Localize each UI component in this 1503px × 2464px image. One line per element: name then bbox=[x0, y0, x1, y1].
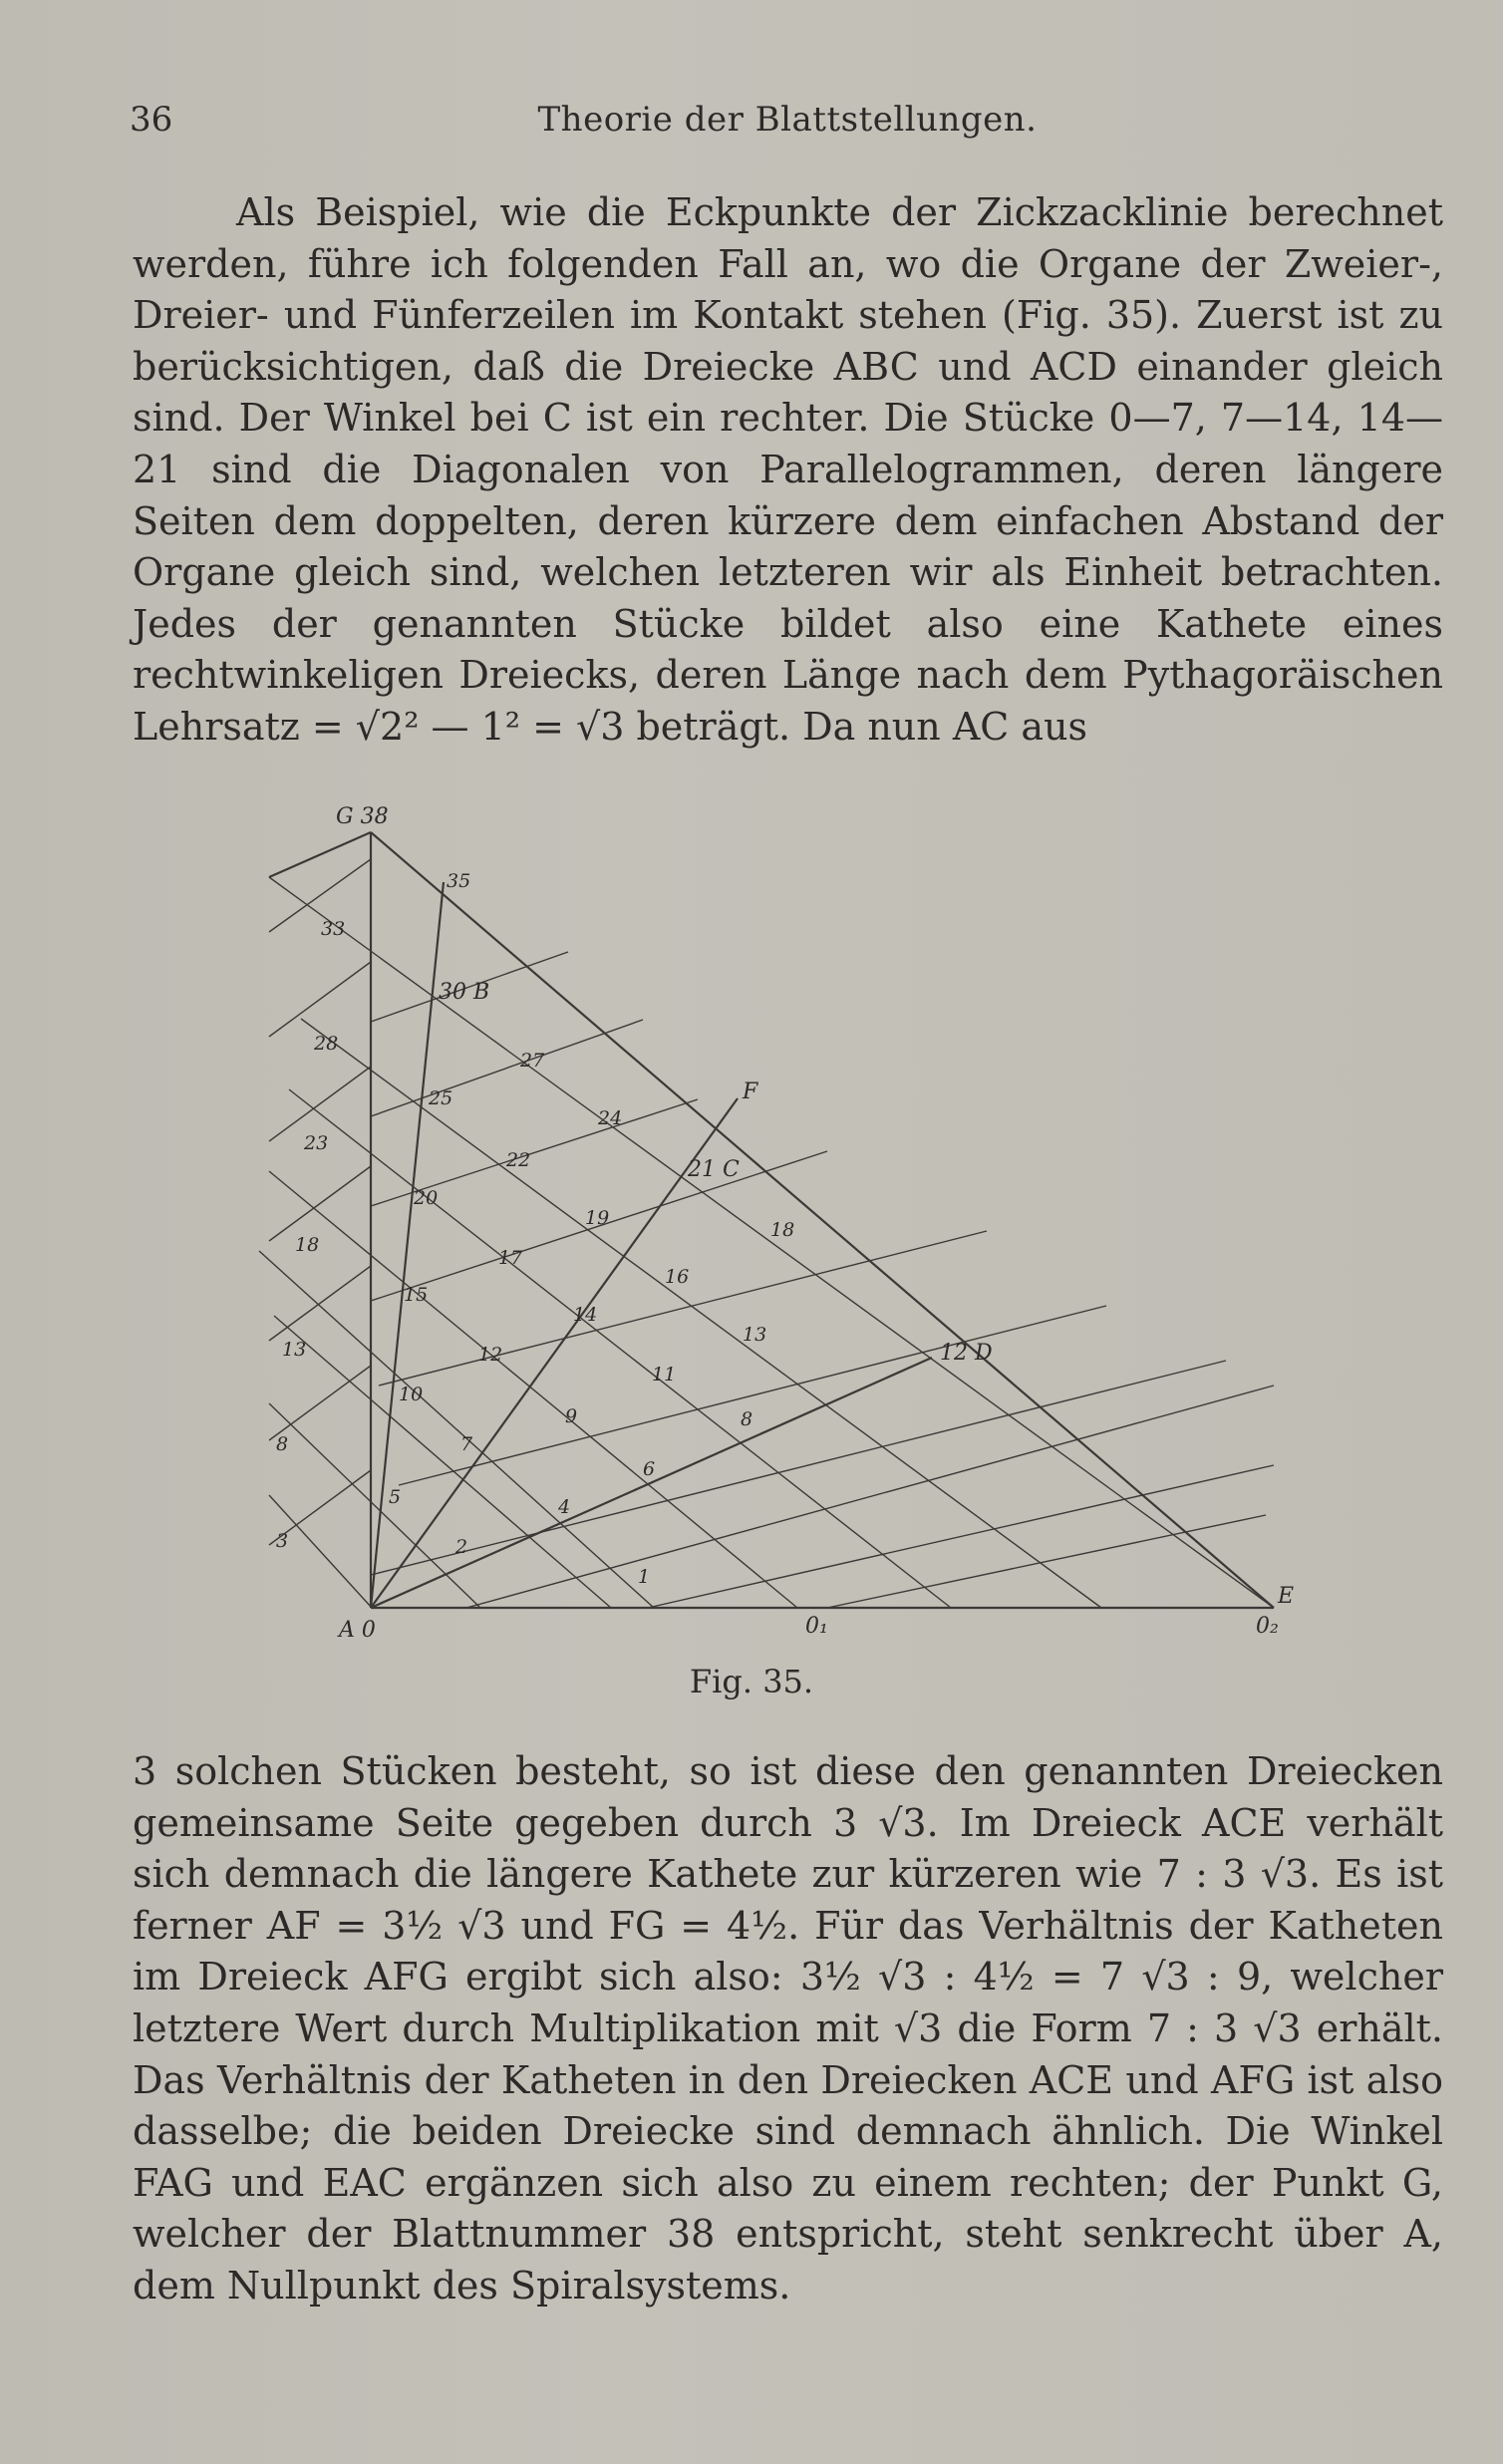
left-number-23: 23 bbox=[304, 1132, 329, 1154]
figure-caption: Fig. 35. bbox=[689, 1663, 814, 1700]
lattice-number: 5 bbox=[389, 1486, 402, 1508]
lattice-number: 8 bbox=[741, 1408, 753, 1430]
left-number-8: 8 bbox=[276, 1433, 289, 1455]
left-axis-numbers bbox=[276, 918, 345, 1552]
lattice-number: 1 bbox=[638, 1566, 651, 1588]
line-ad bbox=[371, 1358, 932, 1608]
hypotenuse-ge bbox=[371, 832, 1274, 1608]
lattice-number: 10 bbox=[399, 1384, 424, 1405]
lattice-number: 19 bbox=[585, 1207, 610, 1229]
left-number-28: 28 bbox=[314, 1033, 339, 1055]
label-e: E bbox=[1278, 1584, 1295, 1609]
lattice-number: 24 bbox=[598, 1107, 623, 1129]
lattice-number: 7 bbox=[460, 1433, 473, 1455]
label-b: 30 B bbox=[439, 980, 490, 1005]
point-labels bbox=[336, 804, 1294, 1643]
lattice-number: 13 bbox=[743, 1324, 767, 1346]
left-number-33: 33 bbox=[321, 918, 346, 940]
label-a: A 0 bbox=[339, 1618, 376, 1643]
lattice-number: 27 bbox=[520, 1050, 545, 1072]
lattice-number: 17 bbox=[498, 1247, 523, 1269]
running-title: Theorie der Blattstellungen. bbox=[537, 100, 1038, 140]
label-c: 21 C bbox=[688, 1157, 740, 1182]
lattice-number: 16 bbox=[665, 1266, 690, 1288]
lattice-number: 22 bbox=[506, 1149, 531, 1171]
paragraph-1-text: Als Beispiel, wie die Eckpunkte der Zickzacklinie berechnet werden, führe ich folgenden Fall an, wo die Organe der Zweier-, Dreier- und Fünferzeilen im Kontakt stehen (Fig. 35). Zuerst ist zu berücksichtigen, daß die Dreiecke ABC und ACD einander gleich sind. Der Winkel bei C ist ein rechter. Die Stücke 0—7, 7—14, 14—21 sind die Diagonalen von Parallelogrammen, deren längere Seiten dem doppelten, deren kürzere dem einfachen Abstand der Organe gleich sind, welchen letzteren wir als Einheit betrachten. Jedes der genannten Stücke bildet also eine Kathete eines rechtwinkeligen Dreiecks, deren Länge nach dem Pythagoräischen Lehrsatz = √2² — 1² = √3 beträgt. Da nun AC aus bbox=[133, 190, 1443, 749]
paragraph-2-text: 3 solchen Stücken besteht, so ist diese den genannten Dreiecken gemeinsame Seite gegeben durch 3 √3. Im Dreieck ACE verhält sich demnach die längere Kathete zur kürzeren wie 7 : 3 √3. Es ist ferner AF = 3½ √3 und FG = 4½. Für das Verhältnis der Katheten im Dreieck AFG ergibt sich also: 3½ √3 : 4½ = 7 √3 : 9, welcher letztere Wert durch Multiplikation mit √3 die Form 7 : 3 √3 erhält. Das Verhältnis der Katheten in den Dreiecken ACE und AFG ist also dasselbe; die beiden Dreiecke sind demnach ähnlich. Die Winkel FAG und EAC ergänzen sich also zu einem rechten; der Punkt G, welcher der Blattnummer 38 entspricht, steht senkrecht über A, dem Nullpunkt des Spiralsystems. bbox=[133, 1749, 1443, 2308]
lattice-number: 2 bbox=[455, 1536, 468, 1558]
lattice-number: 11 bbox=[652, 1364, 677, 1386]
left-number-13: 13 bbox=[282, 1339, 307, 1361]
label-f: F bbox=[743, 1079, 758, 1104]
lattice-number: 4 bbox=[558, 1496, 571, 1518]
label-o1: 0₁ bbox=[805, 1614, 828, 1639]
label-d: 12 D bbox=[940, 1341, 993, 1366]
line-af bbox=[371, 1098, 738, 1608]
line-ab-steep bbox=[371, 882, 444, 1608]
paragraph-1 bbox=[133, 187, 1443, 754]
triangle-lattice-diagram bbox=[229, 787, 1316, 1645]
lattice-number: 14 bbox=[573, 1304, 598, 1326]
lattice-lines bbox=[259, 859, 1274, 1608]
label-o2: 0₂ bbox=[1256, 1614, 1279, 1639]
lattice-number: 9 bbox=[565, 1405, 578, 1427]
lattice-number: 18 bbox=[770, 1219, 795, 1241]
left-number-18: 18 bbox=[295, 1234, 320, 1256]
lattice-number: 35 bbox=[447, 870, 471, 892]
page-number: 36 bbox=[130, 100, 173, 140]
lattice-number: 6 bbox=[643, 1458, 656, 1480]
figure-35 bbox=[229, 787, 1316, 1645]
left-number-3: 3 bbox=[276, 1530, 289, 1552]
lattice-number: 25 bbox=[429, 1087, 453, 1109]
lattice-number: 20 bbox=[414, 1187, 439, 1209]
paragraph-2 bbox=[133, 1746, 1443, 2312]
running-header bbox=[130, 100, 1445, 159]
lattice-number: 12 bbox=[478, 1344, 503, 1366]
lattice-number: 15 bbox=[404, 1284, 429, 1306]
label-g: G 38 bbox=[336, 804, 389, 829]
